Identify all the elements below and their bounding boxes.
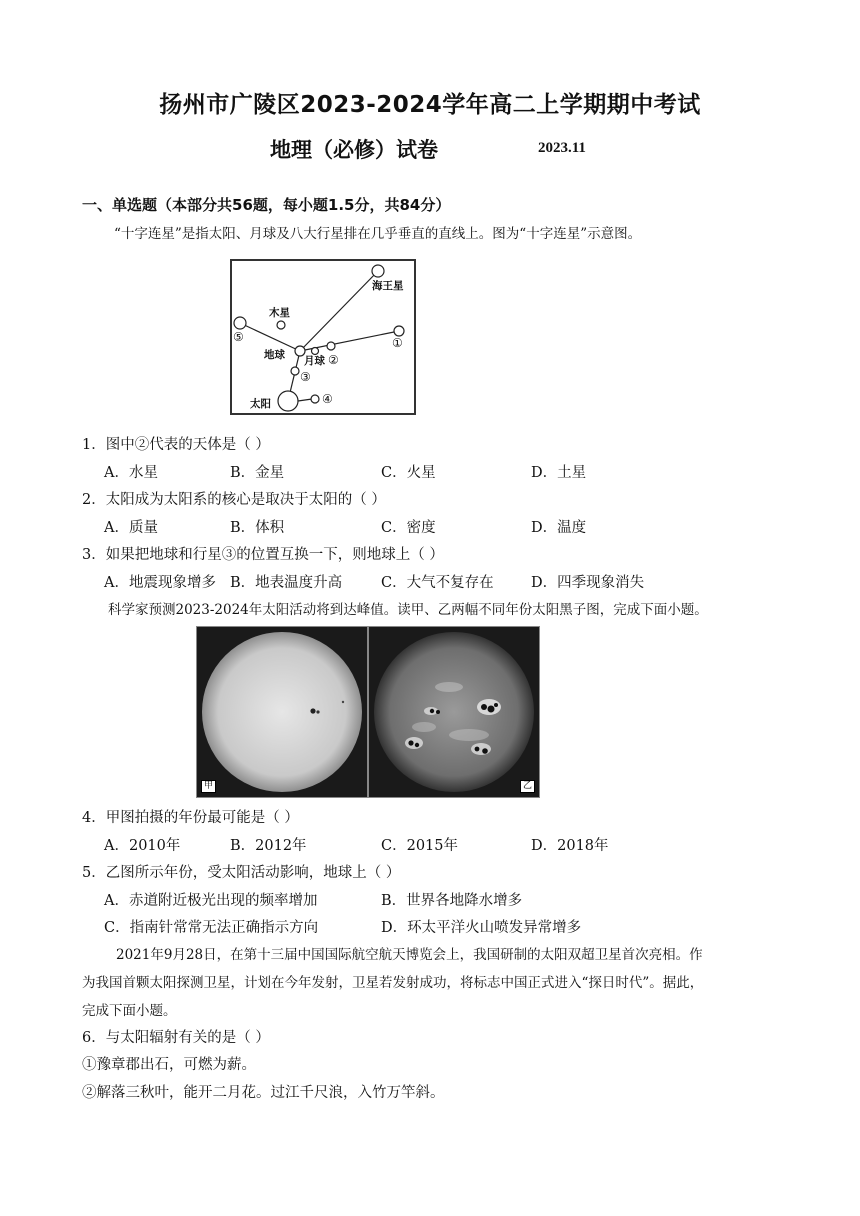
sunspot-photo-yi-svg xyxy=(369,627,539,797)
question-3-option-a: A．地震现象增多 xyxy=(104,575,216,591)
question-5-option-c: C．指南针常常无法正确指示方向 xyxy=(104,920,319,936)
label-jupiter: 木星 xyxy=(269,307,290,319)
sunspot xyxy=(310,708,315,713)
exam-subtitle: 地理（必修）试卷 xyxy=(270,138,438,162)
moon-dot xyxy=(312,348,319,355)
question-5-stem: 5．乙图所示年份，受太阳活动影响，地球上（ ） xyxy=(82,865,401,881)
question-5-option-d: D．环太平洋火山喷发异常增多 xyxy=(381,920,582,936)
intro-paragraph-2: 科学家预测2023-2024年太阳活动将到达峰值。读甲、乙两幅不同年份太阳黑子图，完成下面小题。 xyxy=(108,602,708,618)
label-n4: ④ xyxy=(322,392,333,406)
sunspot xyxy=(408,740,413,745)
label-neptune: 海王星 xyxy=(372,280,404,292)
question-1-option-c: C．火星 xyxy=(381,465,436,481)
question-1-option-b: B．金星 xyxy=(230,465,285,481)
label-earth: 地球 xyxy=(264,349,285,361)
question-5-option-a: A．赤道附近极光出现的频率增加 xyxy=(104,893,318,909)
question-1-stem: 1．图中②代表的天体是（ ） xyxy=(82,437,270,453)
intro-paragraph-3-line-3: 完成下面小题。 xyxy=(82,1003,177,1019)
intro-paragraph-3-line-2: 为我国首颗太阳探测卫星，计划在今年发射，卫星若发射成功，将标志中国正式进入“探日时代”。据此， xyxy=(82,975,704,991)
planet-1-dot xyxy=(394,326,404,336)
intro-paragraph-3-line-1: 2021年9月28日，在第十三届中国国际航空航天博览会上，我国研制的太阳双超卫星首次亮相。作 xyxy=(116,947,703,963)
photo-tag-jia: 甲 xyxy=(201,780,216,793)
question-2-option-c: C．密度 xyxy=(381,520,436,536)
question-2-option-a: A．质量 xyxy=(104,520,158,536)
question-6-stem: 6．与太阳辐射有关的是（ ） xyxy=(82,1030,270,1046)
sunspot xyxy=(475,747,480,752)
question-3-option-c: C．大气不复存在 xyxy=(381,575,494,591)
sunspot xyxy=(482,748,488,754)
cross-planet-diagram xyxy=(230,259,416,415)
exam-title: 扬州市广陵区2023-2024学年高二上学期期中考试 xyxy=(159,92,701,118)
sunspot xyxy=(488,706,495,713)
jupiter-dot xyxy=(277,321,285,329)
sunspot xyxy=(415,743,419,747)
label-n5: ⑤ xyxy=(233,330,244,344)
intro-paragraph-1: “十字连星”是指太阳、月球及八大行星排在几乎垂直的直线上。图为“十字连星”示意图。 xyxy=(114,226,642,242)
planet-4-dot xyxy=(311,395,319,403)
label-sun: 太阳 xyxy=(250,398,271,410)
sun-disk-yi xyxy=(374,632,534,792)
sun-disk-jia xyxy=(202,632,362,792)
question-4-stem: 4．甲图拍摄的年份最可能是（ ） xyxy=(82,810,299,826)
sunspot xyxy=(430,709,434,713)
sun-dot xyxy=(278,391,298,411)
label-n2: ② xyxy=(328,353,339,367)
question-5-option-b: B．世界各地降水增多 xyxy=(381,893,523,909)
question-3-stem: 3．如果把地球和行星③的位置互换一下，则地球上（ ） xyxy=(82,547,444,563)
sunspot xyxy=(481,704,487,710)
line-to-jupiter xyxy=(240,323,300,351)
sunspot xyxy=(436,710,440,714)
statement-1: ①豫章郡出石，可燃为薪。 xyxy=(82,1057,256,1073)
question-1-option-a: A．水星 xyxy=(104,465,158,481)
question-2-stem: 2．太阳成为太阳系的核心是取决于太阳的（ ） xyxy=(82,492,386,508)
question-4-option-d: D．2018年 xyxy=(531,838,609,854)
sunspot-photo-yi xyxy=(368,626,540,798)
sunspot-photo-jia-svg xyxy=(197,627,367,797)
sunspot xyxy=(342,701,344,703)
question-4-option-a: A．2010年 xyxy=(104,838,181,854)
section-heading: 一、单选题（本部分共56题，每小题1.5分，共84分） xyxy=(82,196,451,214)
sunspot xyxy=(316,710,319,713)
planet-2-dot xyxy=(327,342,335,350)
planet-5-dot xyxy=(234,317,246,329)
question-2-option-b: B．体积 xyxy=(230,520,285,536)
label-n1: ① xyxy=(392,336,403,350)
line-to-planet-4 xyxy=(298,399,312,401)
label-moon: 月球 xyxy=(304,355,325,367)
question-3-option-b: B．地表温度升高 xyxy=(230,575,343,591)
exam-date: 2023.11 xyxy=(538,140,586,156)
planet-3-dot xyxy=(291,367,299,375)
question-2-option-d: D．温度 xyxy=(531,520,587,536)
question-1-option-d: D．土星 xyxy=(531,465,587,481)
question-4-option-b: B．2012年 xyxy=(230,838,307,854)
statement-2: ②解落三秋叶，能开二月花。过江千尺浪，入竹万竿斜。 xyxy=(82,1085,445,1101)
cross-planet-diagram-svg xyxy=(232,261,414,413)
photo-tag-yi: 乙 xyxy=(520,780,535,793)
sunspot-photo-jia xyxy=(196,626,368,798)
question-4-option-c: C．2015年 xyxy=(381,838,458,854)
sunspot xyxy=(494,703,498,707)
line-to-neptune xyxy=(300,271,378,351)
neptune-dot xyxy=(372,265,384,277)
label-n3: ③ xyxy=(300,370,311,384)
question-3-option-d: D．四季现象消失 xyxy=(531,575,645,591)
